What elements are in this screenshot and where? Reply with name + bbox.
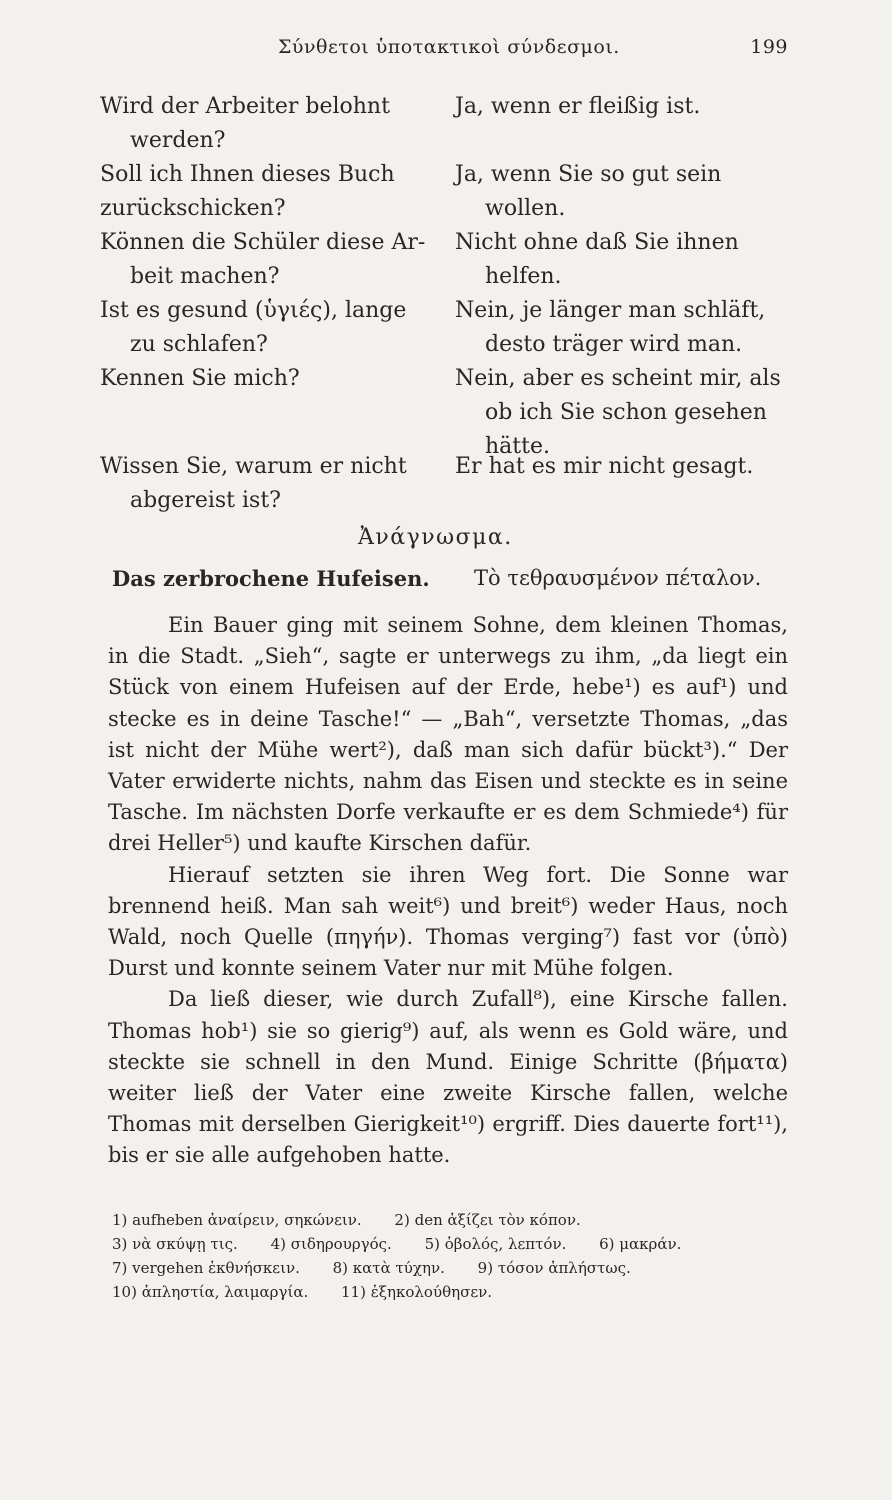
answer [455,226,795,294]
question [100,294,430,362]
footnote-line [112,1232,802,1256]
footnote: 9) τόσον ἀπλήστως. [477,1259,631,1277]
answer-line: wollen. [485,196,566,221]
story-body [108,610,788,1172]
footnote: 2) den ἀξίζει τὸν κόπον. [394,1211,581,1229]
question-line: werden? [130,128,226,153]
question [100,362,430,396]
question-line: Wissen Sie, warum er nicht [100,454,407,479]
question-line: Kennen Sie mich? [100,366,300,391]
question-line: Ist es gesund (ὑγιές), lange [100,298,407,323]
question-line: Wird der Arbeiter belohnt [100,94,390,119]
answer-line: Nicht ohne daß Sie ihnen [455,230,739,255]
question-line: zurückschicken? [100,196,286,221]
question-line: abgereist ist? [130,488,281,513]
footnote: 4) σιδηρουργός. [270,1235,392,1253]
question [100,158,430,226]
answer-line: Ja, wenn er fleißig ist. [455,94,701,119]
story-paragraph: Hierauf setzten sie ihren Weg fort. Die Sonne war brennend heiß. Man sah weit⁶) und breit⁶) weder Haus, noch Wald, noch Quelle (πηγήν). Thomas verging⁷) fast vor (ὑπὸ) Durst und konnte seinem Vater nur mit Mühe folgen. [108,862,788,981]
story-title-german: Das zerbrochene Hufeisen. [112,566,430,591]
answer-line: desto träger wird man. [485,332,743,357]
answer-line: Nein, je länger man schläft, [455,298,766,323]
answer [455,90,795,124]
question [100,90,430,158]
footnote-line [112,1256,802,1280]
question-line: Soll ich Ihnen dieses Buch [100,162,395,187]
answer-line: hätte. [485,434,550,459]
question-line: Können die Schüler diese Ar- [100,230,426,255]
footnote-line [112,1208,802,1232]
footnote: 10) ἀπληστία, λαιμαργία. [112,1283,309,1301]
footnote: 7) vergehen ἐκθνήσκειν. [112,1259,300,1277]
answer-line: Ja, wenn Sie so gut sein [455,162,722,187]
story-paragraph: Da ließ dieser, wie durch Zufall⁸), eine Kirsche fallen. Thomas hob¹) sie so gierig⁹) auf, als wenn es Gold wäre, und steckte sie schnell in den Mund. Einige Schritte (βήματα) weiter ließ der Vater eine zweite Kirsche fallen, welche Thomas mit derselben Gierigkeit¹⁰) ergriff. Dies dauerte fort¹¹), bis er sie alle aufgehoben hatte. [108,987,788,1168]
answer [455,294,795,362]
running-head-title: Σύνθετοι ὑποτακτικοὶ σύνδεσμοι. [278,36,620,58]
answer-line: Nein, aber es scheint mir, als [455,366,781,391]
answer-line: Er hat es mir nicht gesagt. [455,454,754,479]
footnote: 8) κατὰ τύχην. [332,1259,445,1277]
footnote-line [112,1280,802,1304]
footnote: 11) ἐξηκολούθησεν. [341,1283,492,1301]
answer [455,158,795,226]
footnote: 5) ὀβολός, λεπτόν. [424,1235,567,1253]
question-line: zu schlafen? [130,332,268,357]
answer [455,450,795,484]
footnotes [112,1208,802,1304]
footnote: 1) aufheben ἀναίρειν, σηκώνειν. [112,1211,362,1229]
section-title: Ἀνάγνωσμα. [358,525,513,550]
answer-line: ob ich Sie schon gesehen [485,400,767,425]
footnote: 3) νὰ σκύψῃ τις. [112,1235,238,1253]
story-title-greek: Τὸ τεθραυσμένον πέταλον. [474,566,762,590]
footnote: 6) μακράν. [599,1235,682,1253]
question [100,226,430,294]
question [100,450,430,518]
story-title [112,566,792,591]
story-paragraph: Ein Bauer ging mit seinem Sohne, dem kleinen Thomas, in die Stadt. „Sieh“, sagte er unterwegs zu ihm, „da liegt ein Stück von einem Hufeisen auf der Erde, hebe¹) es auf¹) und stecke es in deine Tasche!“ — „Bah“, versetzte Thomas, „das ist nicht der Mühe wert²), daß man sich dafür bückt³).“ Der Vater erwiderte nichts, nahm das Eisen und steckte es in seine Tasche. Im nächsten Dorfe verkaufte er es dem Schmiede⁴) für drei Heller⁵) und kaufte Kirschen dafür. [108,613,788,856]
question-line: beit machen? [130,264,280,289]
answer [455,362,795,464]
answer-line: helfen. [485,264,562,289]
page-number: 199 [750,36,788,58]
